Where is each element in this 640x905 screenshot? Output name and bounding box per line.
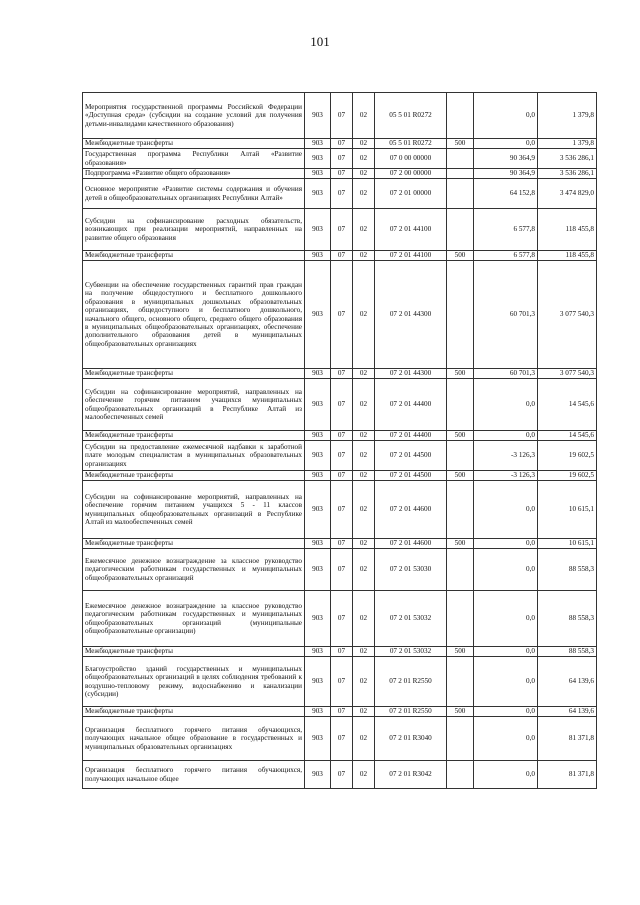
cell-amount-total: 81 371,8	[538, 717, 597, 761]
cell-name: Межбюджетные трансферты	[83, 707, 305, 717]
cell-grbs: 903	[305, 149, 331, 169]
cell-expense-type	[447, 591, 474, 647]
cell-amount-total: 14 545,6	[538, 379, 597, 431]
cell-section: 07	[331, 251, 353, 261]
cell-subsection: 02	[353, 549, 375, 591]
cell-amount-total: 10 615,1	[538, 481, 597, 539]
cell-name: Субсидии на софинансирование расходных обязательств, возникающих при реализации мероприятий, направленных на развитие общего образования	[83, 209, 305, 251]
cell-name: Подпрограмма «Развитие общего образования»	[83, 169, 305, 179]
cell-target-article: 05 5 01 R0272	[375, 139, 447, 149]
cell-grbs: 903	[305, 169, 331, 179]
cell-subsection: 02	[353, 379, 375, 431]
cell-section: 07	[331, 169, 353, 179]
cell-name: Государственная программа Республики Алтай «Развитие образования»	[83, 149, 305, 169]
cell-amount-change: 0,0	[474, 139, 538, 149]
cell-subsection: 02	[353, 657, 375, 707]
cell-amount-change: 0,0	[474, 431, 538, 441]
cell-subsection: 02	[353, 717, 375, 761]
cell-expense-type	[447, 379, 474, 431]
cell-subsection: 02	[353, 209, 375, 251]
cell-subsection: 02	[353, 139, 375, 149]
cell-amount-change: 60 701,3	[474, 261, 538, 369]
cell-grbs: 903	[305, 379, 331, 431]
cell-amount-total: 81 371,8	[538, 761, 597, 789]
cell-grbs: 903	[305, 261, 331, 369]
cell-section: 07	[331, 761, 353, 789]
cell-name: Субсидии на софинансирование мероприятий, направленных на обеспечение горячим питанием учащихся 5 - 11 классов муниципальных общеобразовательных организаций в Республике Алтай из малообеспеченных семей	[83, 481, 305, 539]
cell-amount-total: 3 536 286,1	[538, 169, 597, 179]
cell-target-article: 07 2 01 44100	[375, 209, 447, 251]
cell-expense-type: 500	[447, 647, 474, 657]
page-number: 101	[310, 34, 330, 49]
cell-target-article: 07 2 01 44500	[375, 441, 447, 471]
cell-section: 07	[331, 539, 353, 549]
cell-grbs: 903	[305, 647, 331, 657]
cell-section: 07	[331, 707, 353, 717]
cell-amount-total: 3 077 540,3	[538, 369, 597, 379]
cell-grbs: 903	[305, 441, 331, 471]
cell-subsection: 02	[353, 431, 375, 441]
cell-target-article: 07 2 01 44500	[375, 471, 447, 481]
cell-amount-total: 118 455,8	[538, 251, 597, 261]
cell-target-article: 07 2 01 00000	[375, 179, 447, 209]
cell-grbs: 903	[305, 139, 331, 149]
cell-amount-change: 0,0	[474, 657, 538, 707]
cell-expense-type	[447, 93, 474, 139]
cell-amount-total: 19 602,5	[538, 471, 597, 481]
cell-amount-change: 64 152,8	[474, 179, 538, 209]
cell-amount-total: 19 602,5	[538, 441, 597, 471]
cell-name: Межбюджетные трансферты	[83, 139, 305, 149]
cell-expense-type	[447, 169, 474, 179]
table-row	[83, 209, 597, 251]
table-row	[83, 707, 597, 717]
cell-subsection: 02	[353, 761, 375, 789]
cell-section: 07	[331, 441, 353, 471]
cell-section: 07	[331, 369, 353, 379]
cell-amount-total: 64 139,6	[538, 707, 597, 717]
cell-grbs: 903	[305, 761, 331, 789]
table-row	[83, 481, 597, 539]
cell-amount-change: 0,0	[474, 761, 538, 789]
cell-section: 07	[331, 591, 353, 647]
cell-section: 07	[331, 139, 353, 149]
cell-grbs: 903	[305, 209, 331, 251]
table-row	[83, 657, 597, 707]
cell-expense-type	[447, 261, 474, 369]
cell-target-article: 07 2 01 53032	[375, 647, 447, 657]
cell-target-article: 07 2 01 R2550	[375, 657, 447, 707]
table-row	[83, 471, 597, 481]
cell-grbs: 903	[305, 431, 331, 441]
cell-section: 07	[331, 179, 353, 209]
cell-amount-change: 0,0	[474, 549, 538, 591]
cell-amount-total: 88 558,3	[538, 591, 597, 647]
cell-expense-type	[447, 441, 474, 471]
cell-expense-type	[447, 179, 474, 209]
budget-table	[82, 92, 597, 789]
table-row	[83, 717, 597, 761]
table-row	[83, 441, 597, 471]
table-row	[83, 139, 597, 149]
cell-amount-total: 88 558,3	[538, 647, 597, 657]
cell-section: 07	[331, 93, 353, 139]
cell-expense-type: 500	[447, 431, 474, 441]
cell-grbs: 903	[305, 707, 331, 717]
cell-section: 07	[331, 261, 353, 369]
cell-subsection: 02	[353, 149, 375, 169]
table-row	[83, 539, 597, 549]
cell-expense-type: 500	[447, 539, 474, 549]
cell-grbs: 903	[305, 481, 331, 539]
cell-subsection: 02	[353, 93, 375, 139]
cell-amount-change: 0,0	[474, 481, 538, 539]
cell-name: Ежемесячное денежное вознаграждение за классное руководство педагогическим работникам государственных и муниципальных общеобразовательных организаций	[83, 549, 305, 591]
cell-expense-type	[447, 657, 474, 707]
cell-section: 07	[331, 657, 353, 707]
cell-grbs: 903	[305, 657, 331, 707]
cell-target-article: 05 5 01 R0272	[375, 93, 447, 139]
cell-amount-change: 60 701,3	[474, 369, 538, 379]
cell-target-article: 07 2 01 44300	[375, 261, 447, 369]
table-row	[83, 591, 597, 647]
cell-amount-total: 1 379,8	[538, 93, 597, 139]
cell-amount-change: 90 364,9	[474, 149, 538, 169]
cell-name: Субсидии на предоставление ежемесячной надбавки к заработной плате молодым специалистам в муниципальных образовательных организациях	[83, 441, 305, 471]
cell-expense-type: 500	[447, 707, 474, 717]
cell-name: Субсидии на софинансирование мероприятий, направленных на обеспечение горячим питанием учащихся муниципальных общеобразовательных организаций в Республике Алтай из малообеспеченных семей	[83, 379, 305, 431]
table-row	[83, 149, 597, 169]
table-row	[83, 369, 597, 379]
cell-subsection: 02	[353, 169, 375, 179]
cell-target-article: 07 2 01 R3040	[375, 717, 447, 761]
cell-expense-type: 500	[447, 251, 474, 261]
cell-expense-type	[447, 549, 474, 591]
table-row	[83, 261, 597, 369]
cell-subsection: 02	[353, 261, 375, 369]
cell-amount-change: -3 126,3	[474, 441, 538, 471]
cell-amount-change: 90 364,9	[474, 169, 538, 179]
cell-subsection: 02	[353, 647, 375, 657]
table-row	[83, 647, 597, 657]
cell-section: 07	[331, 379, 353, 431]
table-row	[83, 379, 597, 431]
cell-amount-total: 1 379,8	[538, 139, 597, 149]
cell-expense-type: 500	[447, 471, 474, 481]
cell-name: Межбюджетные трансферты	[83, 647, 305, 657]
cell-subsection: 02	[353, 471, 375, 481]
cell-name: Организация бесплатного горячего питания обучающихся, получающих начальное общее	[83, 761, 305, 789]
cell-amount-change: 0,0	[474, 93, 538, 139]
cell-amount-total: 88 558,3	[538, 549, 597, 591]
cell-subsection: 02	[353, 369, 375, 379]
cell-section: 07	[331, 647, 353, 657]
cell-amount-total: 3 536 286,1	[538, 149, 597, 169]
cell-name: Основное мероприятие «Развитие системы содержания и обучения детей в общеобразовательных организациях Республики Алтай»	[83, 179, 305, 209]
table-row	[83, 251, 597, 261]
cell-subsection: 02	[353, 591, 375, 647]
cell-name: Межбюджетные трансферты	[83, 251, 305, 261]
cell-target-article: 07 2 01 53032	[375, 591, 447, 647]
cell-name: Межбюджетные трансферты	[83, 369, 305, 379]
cell-name: Межбюджетные трансферты	[83, 471, 305, 481]
cell-target-article: 07 2 01 44400	[375, 379, 447, 431]
cell-name: Межбюджетные трансферты	[83, 539, 305, 549]
cell-section: 07	[331, 549, 353, 591]
cell-section: 07	[331, 209, 353, 251]
cell-amount-total: 3 474 829,0	[538, 179, 597, 209]
cell-target-article: 07 2 01 44100	[375, 251, 447, 261]
table-row	[83, 93, 597, 139]
cell-amount-total: 10 615,1	[538, 539, 597, 549]
cell-amount-change: 0,0	[474, 539, 538, 549]
cell-amount-change: 0,0	[474, 707, 538, 717]
cell-subsection: 02	[353, 539, 375, 549]
cell-section: 07	[331, 431, 353, 441]
cell-amount-change: 0,0	[474, 379, 538, 431]
cell-subsection: 02	[353, 441, 375, 471]
cell-grbs: 903	[305, 251, 331, 261]
cell-name: Организация бесплатного горячего питания обучающихся, получающих начальное общее образование в государственных и муниципальных образовательных организациях	[83, 717, 305, 761]
cell-target-article: 07 2 01 53030	[375, 549, 447, 591]
cell-section: 07	[331, 717, 353, 761]
cell-section: 07	[331, 471, 353, 481]
cell-grbs: 903	[305, 369, 331, 379]
cell-grbs: 903	[305, 471, 331, 481]
cell-target-article: 07 2 01 44400	[375, 431, 447, 441]
cell-target-article: 07 0 00 00000	[375, 149, 447, 169]
cell-subsection: 02	[353, 707, 375, 717]
cell-amount-total: 3 077 540,3	[538, 261, 597, 369]
cell-grbs: 903	[305, 591, 331, 647]
cell-name: Благоустройство зданий государственных и муниципальных общеобразовательных организаций в целях соблюдения требований к воздушно-тепловому режиму, водоснабжению и канализации (субсидии)	[83, 657, 305, 707]
cell-target-article: 07 2 01 44600	[375, 481, 447, 539]
cell-grbs: 903	[305, 549, 331, 591]
cell-subsection: 02	[353, 179, 375, 209]
cell-section: 07	[331, 481, 353, 539]
cell-expense-type: 500	[447, 369, 474, 379]
cell-amount-change: -3 126,3	[474, 471, 538, 481]
cell-amount-total: 14 545,6	[538, 431, 597, 441]
cell-expense-type: 500	[447, 139, 474, 149]
table-row	[83, 169, 597, 179]
cell-amount-change: 0,0	[474, 717, 538, 761]
cell-amount-total: 64 139,6	[538, 657, 597, 707]
table-row	[83, 549, 597, 591]
cell-expense-type	[447, 481, 474, 539]
table-row	[83, 761, 597, 789]
cell-subsection: 02	[353, 251, 375, 261]
cell-expense-type	[447, 209, 474, 251]
cell-name: Ежемесячное денежное вознаграждение за классное руководство педагогическим работникам государственных и муниципальных общеобразовательных организаций (муниципальные общеобразовательные организации)	[83, 591, 305, 647]
cell-name: Межбюджетные трансферты	[83, 431, 305, 441]
cell-amount-change: 6 577,8	[474, 209, 538, 251]
table-row	[83, 431, 597, 441]
cell-amount-change: 0,0	[474, 647, 538, 657]
cell-target-article: 07 2 01 R3042	[375, 761, 447, 789]
cell-grbs: 903	[305, 179, 331, 209]
cell-section: 07	[331, 149, 353, 169]
table-row	[83, 179, 597, 209]
cell-target-article: 07 2 01 44600	[375, 539, 447, 549]
cell-amount-change: 6 577,8	[474, 251, 538, 261]
cell-expense-type	[447, 149, 474, 169]
cell-expense-type	[447, 761, 474, 789]
cell-name: Мероприятия государственной программы Российской Федерации «Доступная среда» (субсидии на создание условий для получения детьми-инвалидами качественного образования)	[83, 93, 305, 139]
cell-grbs: 903	[305, 93, 331, 139]
cell-expense-type	[447, 717, 474, 761]
cell-amount-total: 118 455,8	[538, 209, 597, 251]
cell-target-article: 07 2 01 44300	[375, 369, 447, 379]
cell-target-article: 07 2 00 00000	[375, 169, 447, 179]
cell-target-article: 07 2 01 R2550	[375, 707, 447, 717]
cell-subsection: 02	[353, 481, 375, 539]
cell-amount-change: 0,0	[474, 591, 538, 647]
cell-grbs: 903	[305, 539, 331, 549]
cell-grbs: 903	[305, 717, 331, 761]
cell-name: Субвенции на обеспечение государственных гарантий прав граждан на получение общедоступного и бесплатного дошкольного образования в муниципальных дошкольных образовательных организациях, общедоступного и бесплатного дошкольного, начального общего, основного общего, среднего общего образования в муниципальных общеобразовательных организациях, обеспечение дополнительного образования детей в муниципальных общеобразовательных организациях	[83, 261, 305, 369]
